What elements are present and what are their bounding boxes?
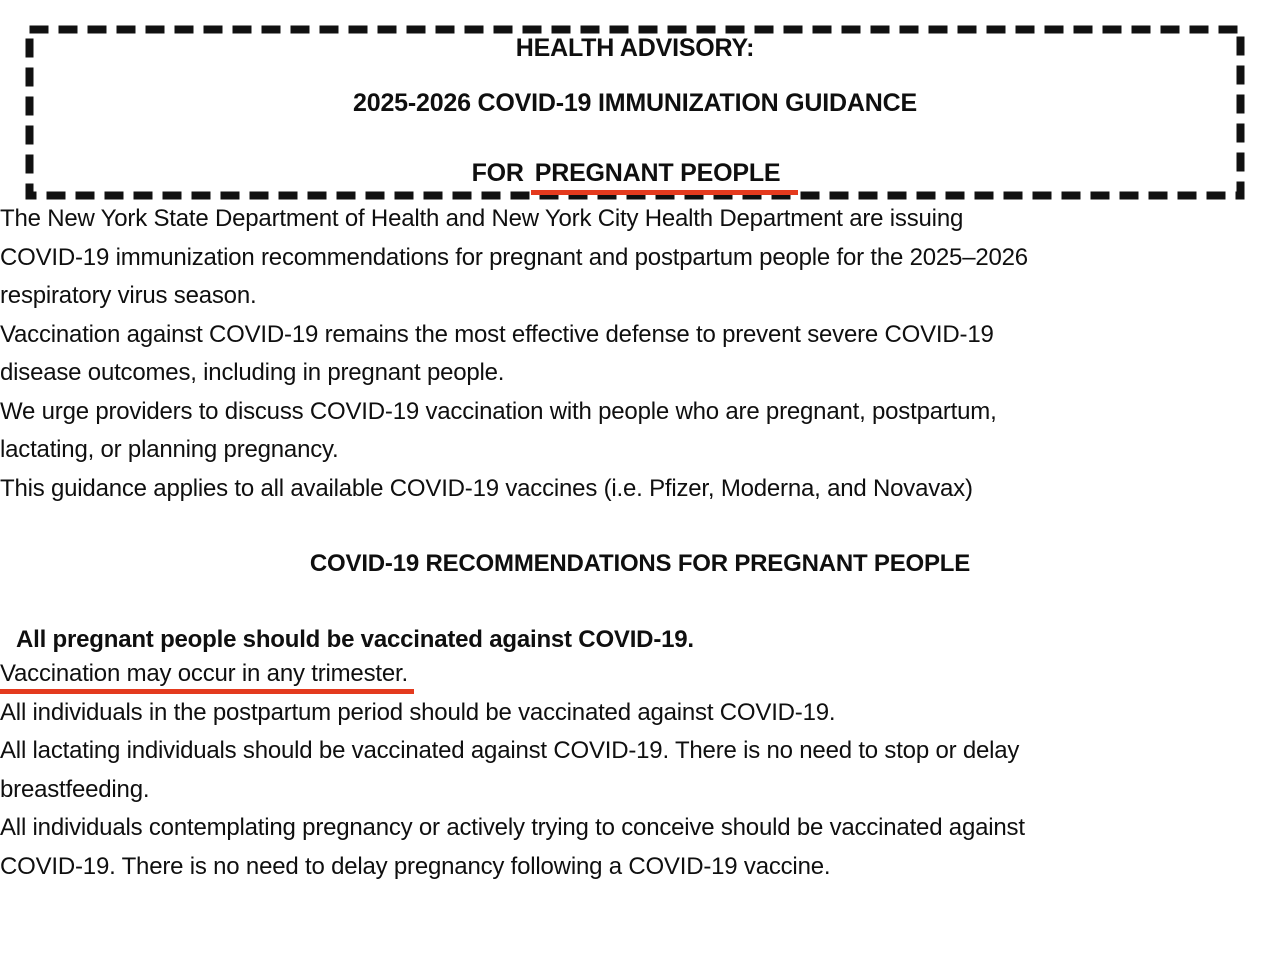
- recommendation-bullet-text: All individuals contemplating pregnancy or actively trying to conceive should be vaccinated against COVID-19. There is no need to delay pregnancy following a COVID-19 vaccine.: [0, 814, 1025, 880]
- recommendations-bullet-list: [0, 655, 1085, 886]
- recommendation-bullet-text: All individuals in the postpartum period should be vaccinated against COVID-19.: [0, 698, 836, 726]
- section-heading: COVID-19 RECOMMENDATIONS FOR PREGNANT PEOPLE: [309, 550, 971, 577]
- list-item: [0, 732, 1085, 809]
- list-item: [0, 655, 1085, 694]
- audience-underlined-text: PREGNANT PEOPLE: [531, 159, 799, 195]
- intro-bullet-text: We urge providers to discuss COVID-19 vaccination with people who are pregnant, postpartum, lactating, or planning pregnancy.: [0, 397, 997, 463]
- intro-bullet-text: Vaccination against COVID-19 remains the most effective defense to prevent severe COVID-19 disease outcomes, including in pregnant people.: [0, 320, 994, 386]
- intro-bullet-text: This guidance applies to all available COVID-19 vaccines (i.e. Pfizer, Moderna, and Novavax): [0, 474, 973, 502]
- intro-bullet-text: The New York State Department of Health and New York City Health Department are issuing COVID-19 immunization recommendations for pregnant and postpartum people for the 2025–2026 respiratory virus season.: [0, 205, 1028, 309]
- advisory-header-box: [25, 25, 1245, 200]
- advisory-audience-line: [25, 158, 1245, 188]
- section-lead-statement: All pregnant people should be vaccinated against COVID-19.: [16, 626, 694, 653]
- list-item: [0, 809, 1085, 886]
- advisory-title: HEALTH ADVISORY:: [515, 34, 755, 62]
- red-underlined-text: Vaccination may occur in any trimester.: [0, 660, 414, 694]
- list-item: [0, 316, 1140, 393]
- intro-bullet-list: [0, 200, 1140, 508]
- audience-prefix: FOR: [471, 159, 524, 187]
- list-item: [0, 200, 1140, 316]
- list-item: [0, 393, 1140, 470]
- list-item: [0, 694, 1085, 733]
- recommendation-bullet-text: All lactating individuals should be vaccinated against COVID-19. There is no need to stop or delay breastfeeding.: [0, 737, 1020, 803]
- list-item: [0, 470, 1140, 509]
- advisory-subtitle: 2025-2026 COVID-19 IMMUNIZATION GUIDANCE: [353, 89, 917, 117]
